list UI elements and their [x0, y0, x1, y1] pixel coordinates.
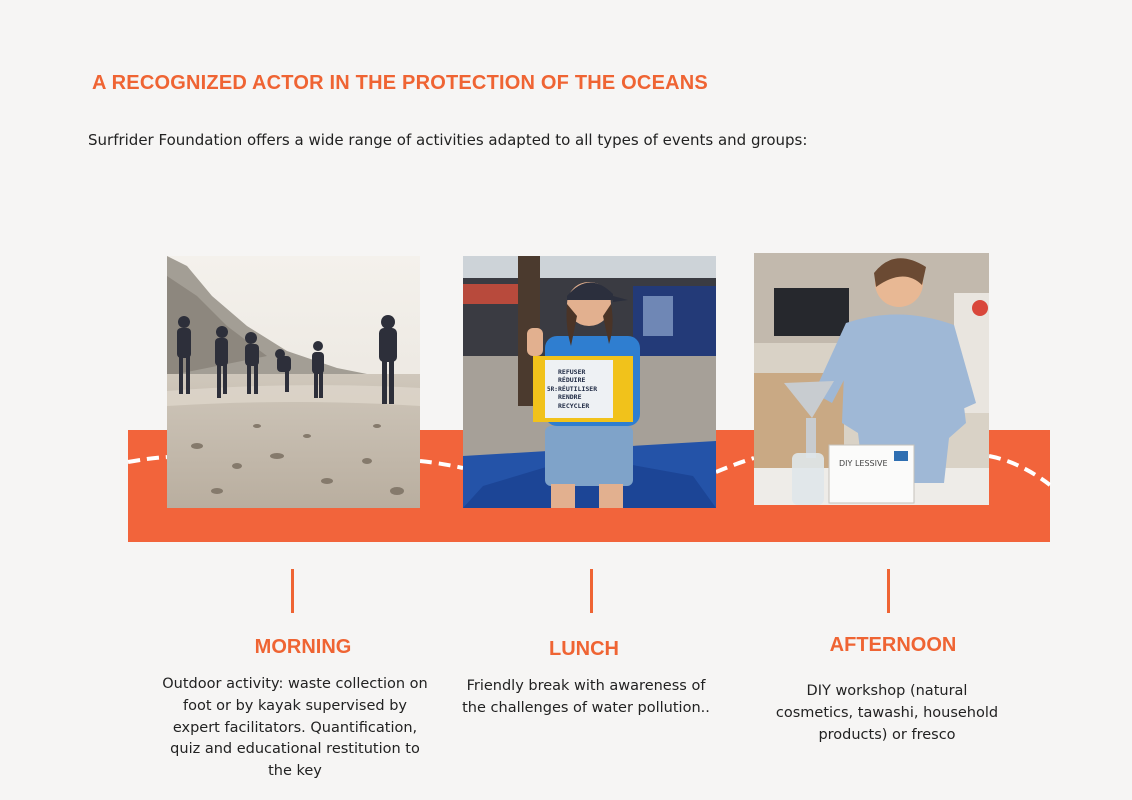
morning-photo: [167, 256, 420, 508]
page-heading: A RECOGNIZED ACTOR IN THE PROTECTION OF THE OCEANS: [92, 72, 708, 94]
afternoon-photo: [754, 253, 989, 505]
diy-label: DIY LESSIVE: [839, 459, 888, 468]
timeline-tick-lunch: [590, 569, 593, 613]
sign-word: RÉUTILISER: [558, 384, 598, 393]
lunch-title: LUNCH: [549, 638, 619, 660]
afternoon-description: DIY workshop (natural cosmetics, tawashi, household products) or fresco: [775, 683, 999, 743]
sign-word: RECYCLER: [558, 401, 590, 410]
sign-word: REFUSER: [558, 367, 586, 376]
lunch-description: Friendly break with awareness of the challenges of water pollution..: [462, 678, 710, 716]
morning-title: MORNING: [254, 636, 352, 658]
intro-text: Surfrider Foundation offers a wide range of activities adapted to all types of events and groups:: [88, 131, 808, 149]
timeline-tick-morning: [291, 569, 294, 613]
timeline-tick-afternoon: [887, 569, 890, 613]
afternoon-title: AFTERNOON: [829, 634, 957, 656]
sign-word: RENDRE: [558, 393, 582, 402]
sign-text: [545, 360, 613, 418]
lunch-photo: [463, 256, 716, 508]
morning-description: Outdoor activity: waste collection on foot or by kayak supervised by expert facilitators. Quantification, quiz and educational restitution to the key: [162, 676, 428, 780]
sign-prefix: 5R:: [547, 386, 558, 393]
sign-word: RÉDUIRE: [558, 376, 586, 385]
